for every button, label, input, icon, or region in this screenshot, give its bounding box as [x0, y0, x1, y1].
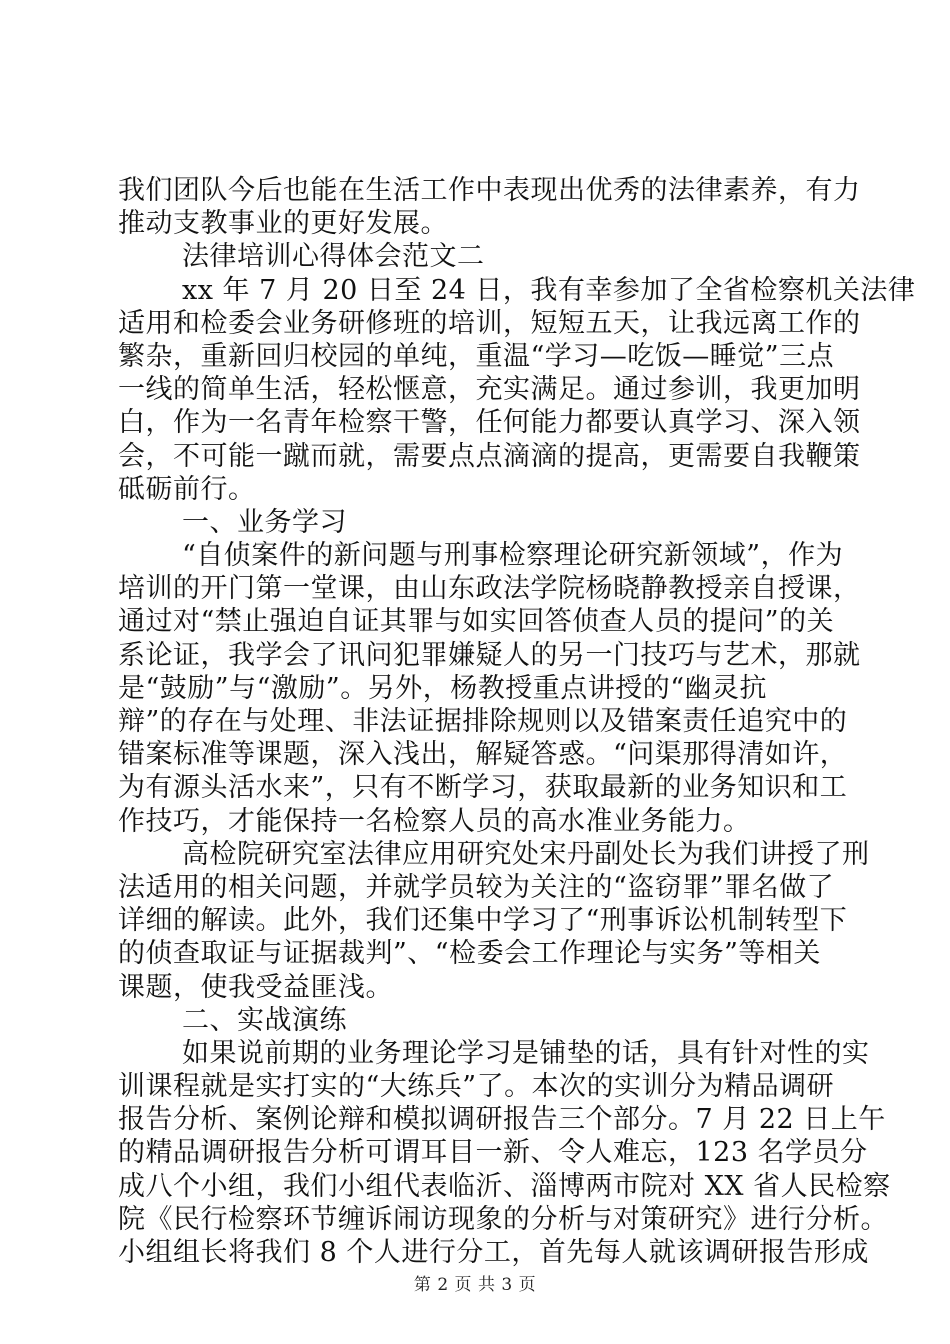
text-line: 推动支教事业的更好发展。 [118, 208, 448, 240]
text-line: “自侦案件的新问题与刑事检察理论研究新领域”，作为 [182, 540, 844, 572]
text-line: 训课程就是实打实的“大练兵”了。本次的实训分为精品调研 [118, 1071, 835, 1103]
text-line: 课题，使我受益匪浅。 [118, 971, 393, 1003]
text-line: 如果说前期的业务理论学习是铺垫的话，具有针对性的实 [182, 1037, 870, 1069]
text-line: 报告分析、案例论辩和模拟调研报告三个部分。7 月 22 日上午 [118, 1104, 886, 1136]
text-line: 为有源头活水来”，只有不断学习，获取最新的业务知识和工 [118, 772, 848, 804]
text-line: 适用和检委会业务研修班的培训，短短五天，让我远离工作的 [118, 307, 861, 339]
text-line: 通过对“禁止强迫自证其罪与如实回答侦查人员的提问”的关 [118, 606, 835, 638]
section-title: 法律培训心得体会范文二 [182, 241, 485, 273]
text-line: 高检院研究室法律应用研究处宋丹副处长为我们讲授了刑 [182, 838, 870, 870]
text-line: 系论证，我学会了讯问犯罪嫌疑人的另一门技巧与艺术，那就 [118, 639, 861, 671]
text-line: 法适用的相关问题，并就学员较为关注的“盗窃罪”罪名做了 [118, 871, 835, 903]
text-line: 作技巧，才能保持一名检察人员的高水准业务能力。 [118, 805, 751, 837]
text-line: xx 年 7 月 20 日至 24 日，我有幸参加了全省检察机关法律 [182, 274, 916, 306]
section-heading: 一、业务学习 [182, 506, 347, 538]
document-body [118, 174, 916, 1269]
text-line: 培训的开门第一堂课，由山东政法学院杨晓静教授亲自授课， [118, 573, 861, 605]
section-heading: 二、实战演练 [182, 1004, 347, 1036]
text-line: 院《民行检察环节缠诉闹访现象的分析与对策研究》进行分析。 [118, 1203, 888, 1235]
text-line: 是“鼓励”与“激励”。另外，杨教授重点讲授的“幽灵抗 [118, 672, 768, 704]
text-line: 成八个小组，我们小组代表临沂、淄博两市院对 XX 省人民检察 [118, 1170, 891, 1202]
text-line: 的精品调研报告分析可谓耳目一新、令人难忘，123 名学员分 [118, 1137, 868, 1169]
text-line: 一线的简单生活，轻松惬意，充实满足。通过参训，我更加明 [118, 374, 861, 406]
text-line: 小组组长将我们 8 个人进行分工，首先每人就该调研报告形成 [118, 1237, 869, 1268]
text-line: 错案标准等课题，深入浅出，解疑答惑。“问渠那得清如许， [118, 739, 848, 771]
text-line: 会，不可能一蹴而就，需要点点滴滴的提高，更需要自我鞭策 [118, 440, 861, 472]
text-line: 白，作为一名青年检察干警，任何能力都要认真学习、深入领 [118, 407, 861, 439]
text-line: 的侦查取证与证据裁判”、“检委会工作理论与实务”等相关 [118, 938, 821, 970]
text-line: 砥砺前行。 [118, 473, 256, 505]
page-number: 第 2 页 共 3 页 [413, 1275, 537, 1295]
text-line: 辩”的存在与处理、非法证据排除规则以及错案责任追究中的 [118, 706, 848, 737]
text-line: 我们团队今后也能在生活工作中表现出优秀的法律素养，有力 [118, 175, 861, 206]
text-line: 详细的解读。此外，我们还集中学习了“刑事诉讼机制转型下 [118, 905, 848, 937]
text-line: 繁杂，重新回归校园的单纯，重温“学习—吃饭—睡觉”三点 [118, 340, 835, 372]
